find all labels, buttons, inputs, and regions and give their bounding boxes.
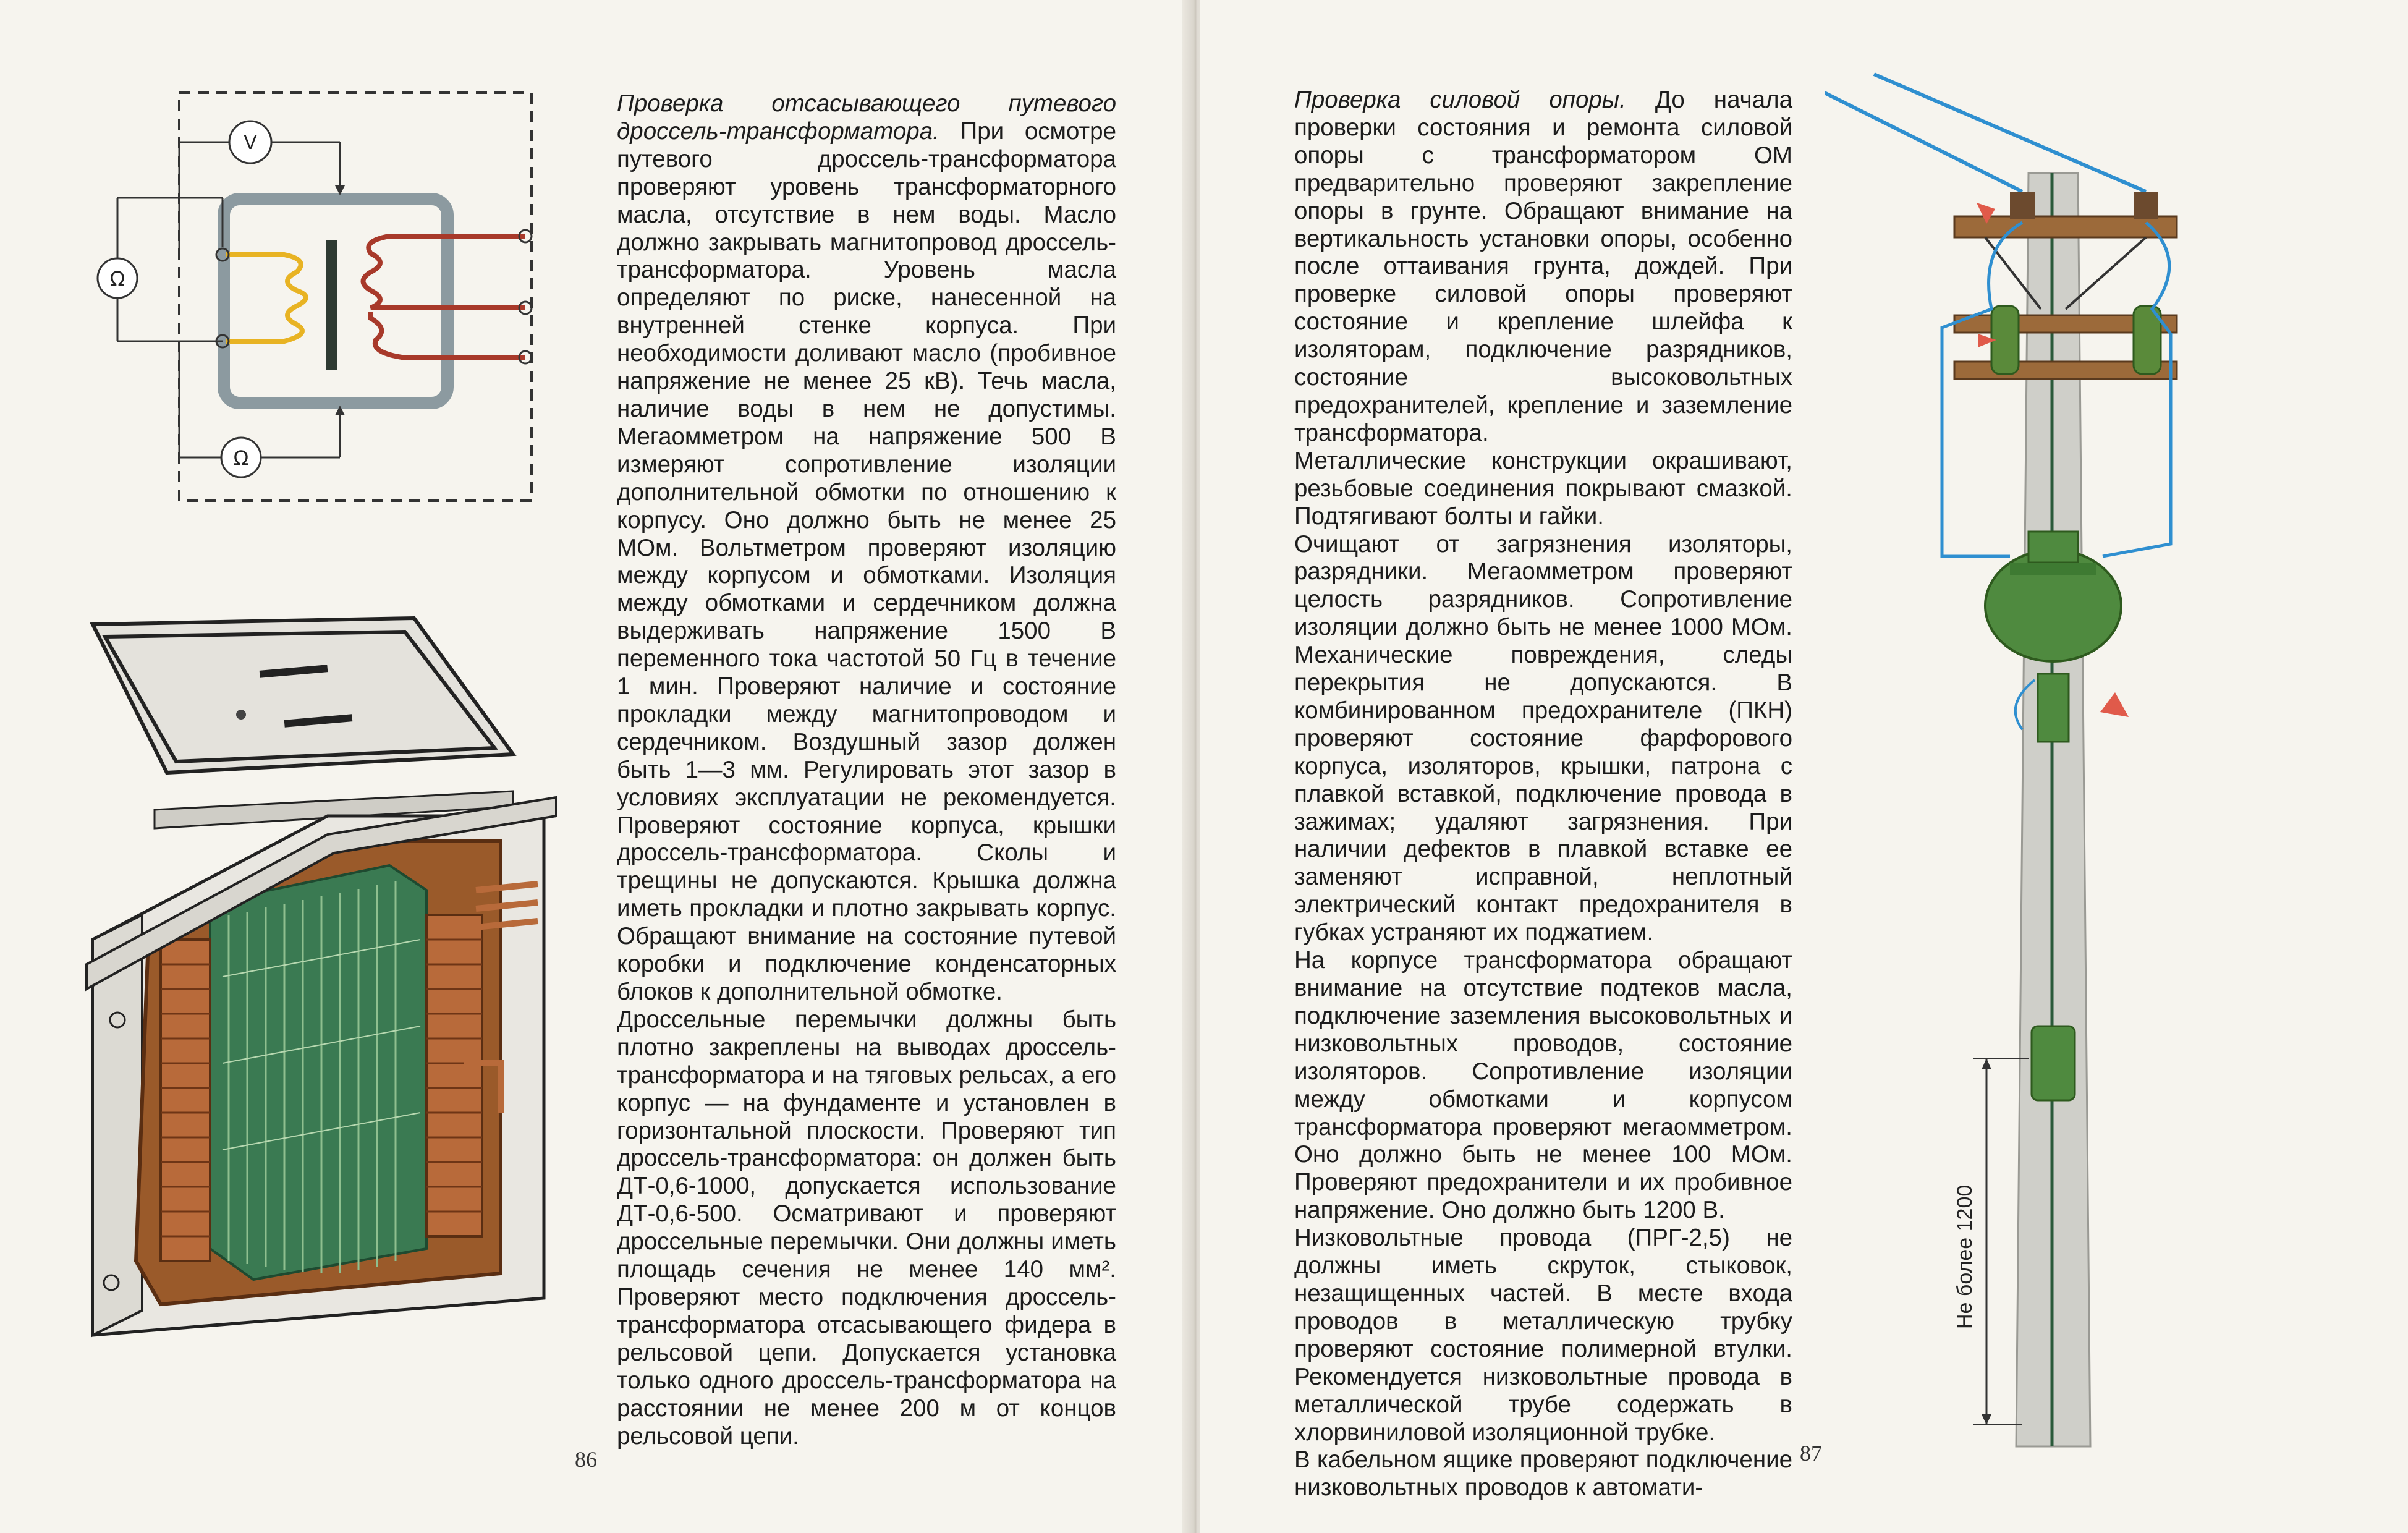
right-paragraph-2-body: Металлические конструкции окрашивают, резьбовые соединения покрывают смазкой. Подтягивают болты и гайки.: [1294, 447, 1792, 530]
right-paragraph-6-body: В кабельном ящике проверяют подключение низковольтных проводов к автомати-: [1294, 1446, 1792, 1501]
choke-transformer-illustration: [68, 593, 562, 1348]
right-paragraph-2: [1294, 448, 1792, 531]
right-paragraph-1-heading: Проверка силовой опоры.: [1294, 87, 1626, 113]
right-paragraph-4-body: На корпусе трансформатора обращают внимание на отсутствие подтеков масла, подключение заземления высоковольтных и низковольтных проводов, состояние изоляторов. Сопротивление изоляции между обмотками и корпусом трансформатора проверяют мегаомметром. Оно должно быть не менее 100 МОм. Проверяют предохранители и их пробивное напряжение. Оно должно быть 1200 В.: [1294, 947, 1792, 1224]
right-paragraph-6: [1294, 1446, 1792, 1502]
right-paragraph-5-body: Низковольтные провода (ПРГ-2,5) не должны иметь скруток, стыковок, незащищенных частей. В месте входа проводов в металлическую трубку проверяют состояние полимерной втулки. Рекомендуется низковольтные провода в металлической трубе содержать в хлорвиниловой изоляционной трубке.: [1294, 1225, 1792, 1446]
right-page: [1200, 0, 2408, 1533]
left-paragraph-1: [617, 90, 1116, 1006]
choke-transformer-schematic: [80, 74, 587, 507]
left-paragraph-2: [617, 1006, 1116, 1451]
left-page-text: [617, 90, 1116, 1450]
right-paragraph-4: [1294, 947, 1792, 1225]
voltmeter-label: V: [244, 131, 257, 153]
right-page-number: 87: [1800, 1441, 1822, 1466]
ohmmeter-bottom-label: Ω: [233, 446, 249, 470]
right-paragraph-5: [1294, 1225, 1792, 1446]
right-page-text: [1294, 87, 1792, 1502]
left-page: [0, 0, 1193, 1533]
left-paragraph-1-body: При осмотре путевого дроссель-трансформатора проверяют уровень трансформаторного масла, отсутствие в нем воды. Масло должно закрывать магнитопровод дроссель-трансформатора. Уровень масла определяют по риске, нанесенной на внутренней стенке корпуса. При необходимости доливают масло (пробивное напряжение не менее 25 кВ). Течь масла, наличие воды в нем не допустимы. Мегаомметром на напряжение 500 В измеряют сопротивление изоляции дополнительной обмотки по отношению к корпусу. Оно должно быть не менее 25 МОм. Вольтметром проверяют изоляцию между корпусом и обмотками. Изоляция между обмотками и сердечником должна выдерживать напряжение 1500 В переменного тока частотой 50 Гц в течение 1 мин. Проверяют наличие и состояние прокладки между магнитопроводом и сердечником. Воздушный зазор должен быть 1—3 мм. Регулировать этот зазор в условиях эксплуатации не рекомендуется. Проверяют состояние корпуса, крышки дроссель-трансформатора. Сколы и трещины не допускаются. Крышка должна иметь прокладки и плотно закрывать корпус. Обращают внимание на состояние путевой коробки и подключение конденсаторных блоков к дополнительной обмотке.: [617, 117, 1116, 1005]
left-page-number: 86: [575, 1447, 597, 1472]
right-paragraph-3-body: Очищают от загрязнения изоляторы, разрядники. Мегаомметром проверяют целость разрядников. Сопротивление изоляции должно быть не менее 1000 МОм. Механические повреждения, следы перекрытия не допускаются. В комбинированном предохранителе (ПКН) проверяют состояние фарфорового корпуса, изоляторов, крышки, патрона с плавкой вставкой, подключение провода в зажимах; удаляют загрязнения. При наличии дефектов в плавкой вставке ее заменяют исправной, неплотный электрический контакт предохранителя в губках устраняют их поджатием.: [1294, 530, 1792, 946]
power-pole-illustration: [1825, 62, 2245, 1521]
height-dimension-label: Не более 1200: [1953, 1184, 1977, 1329]
left-paragraph-1-heading: Проверка отсасывающего путевого дроссель-трансформатора.: [617, 90, 1116, 145]
left-paragraph-2-body: Дроссельные перемычки должны быть плотно закреплены на выводах дроссель-трансформатора и на тяговых рельсах, а его корпус — на фундаменте и установлен в горизонтальной плоскости. Проверяют тип дроссель-трансформатора: он должен быть ДТ-0,6-1000, допускается использование ДТ-0,6-500. Осматривают и проверяют дроссельные перемычки. Они должны иметь площадь сечения не менее 140 мм². Проверяют место подключения дроссель-трансформатора отсасывающего фидера в рельсовой цепи. Допускается установка только одного дроссель-трансформатора на расстоянии не менее 200 м от концов рельсовой цепи.: [617, 1006, 1116, 1450]
right-paragraph-1: [1294, 87, 1792, 448]
ohmmeter-left-label: Ω: [109, 267, 125, 291]
right-paragraph-3: [1294, 531, 1792, 948]
right-paragraph-1-body: До начала проверки состояния и ремонта силовой опоры с трансформатором ОМ предварительно проверяют закрепление опоры в грунте. Обращают внимание на вертикальность установки опоры, особенно после оттаивания грунта, дождей. При проверке силовой опоры проверяют состояние и крепление шлейфа к изоляторам, подключение разрядников, состояние высоковольтных предохранителей, крепление и заземление трансформатора.: [1294, 87, 1792, 446]
